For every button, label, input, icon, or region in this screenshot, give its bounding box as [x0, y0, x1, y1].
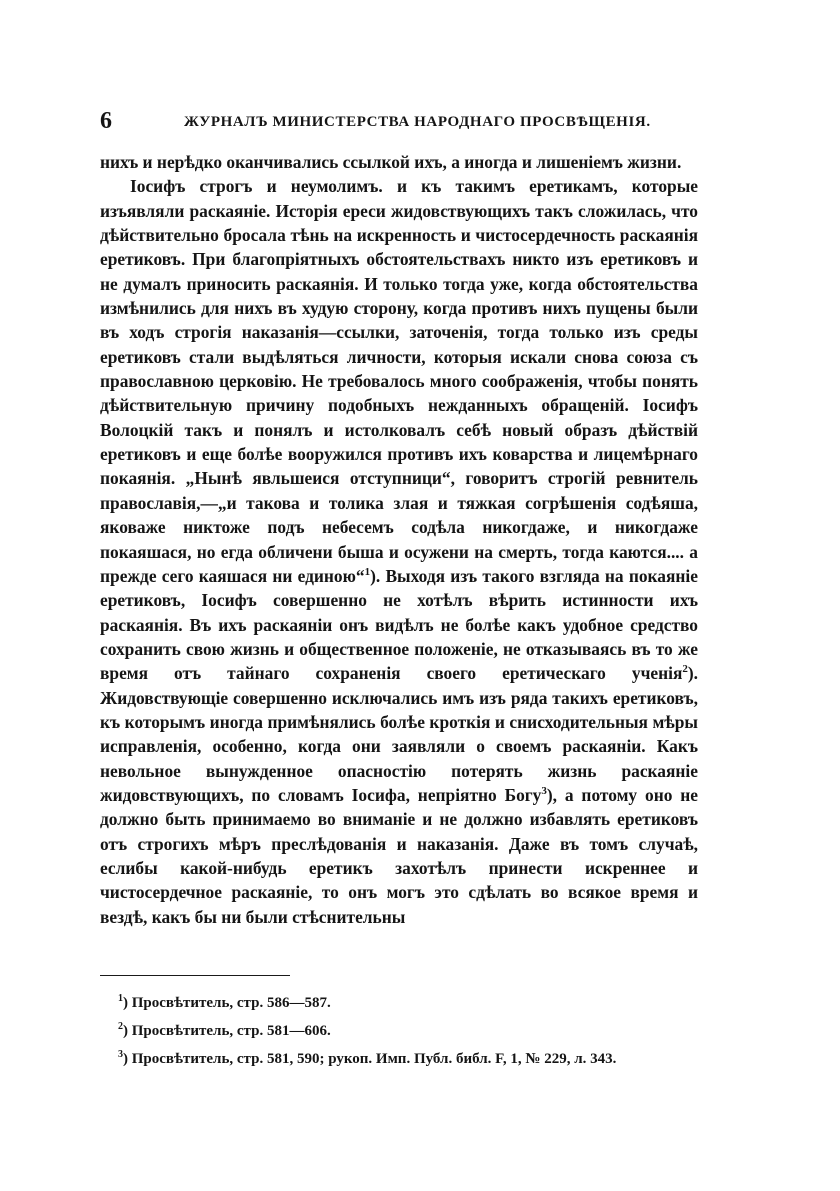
footnote-text: ) Просвѣтитель, стр. 581, 590; рукоп. Имп. Публ. библ. F, 1, № 229, л. 343.	[123, 1051, 617, 1067]
text-run: ), а потому оно не должно быть принимаемо во вниманіе и не должно избавлять еретиковъ отъ строгихъ мѣръ преслѣдованія и наказанія. Даже въ томъ случаѣ, еслибы какой-нибудь еретикъ захотѣлъ принести искреннее и чистосердечное раскаяніе, то онъ могъ это сдѣлать во всякое время и вездѣ, какъ бы ни были стѣснительны	[100, 784, 699, 927]
footnote-divider	[100, 975, 290, 976]
body-text	[100, 150, 698, 929]
footnote-mark: 1	[118, 993, 123, 1004]
footnote-mark: 3	[118, 1049, 123, 1060]
footnote-mark: 2	[118, 1021, 123, 1032]
footnote-3	[100, 1043, 698, 1071]
text-run: ). Жидовствующіе совершенно исключались имъ изъ ряда такихъ еретиковъ, къ которымъ иногда примѣнялись болѣе кроткія и снисходительныя мѣры исправленія, особенно, когда они заявляли о своемъ раскаяніи. Какъ невольное вынужденное опасностію потерять жизнь раскаяніе жидовствующихъ, по словамъ Іосифа, непріятно Богу	[100, 663, 698, 805]
footnotes	[100, 987, 698, 1071]
footnote-ref-2: 2	[682, 663, 688, 676]
paragraph-continuation: нихъ и нерѣдко оканчивались ссылкой ихъ, а иногда и лишеніемъ жизни.	[100, 152, 682, 172]
footnote-text: ) Просвѣтитель, стр. 581—606.	[123, 1023, 331, 1039]
footnote-ref-1: 1	[364, 566, 371, 579]
text-run: Іосифъ строгъ и неумолимъ. и къ такимъ еретикамъ, которые изъявляли раскаяніе. Исторія ереси жидовствующихъ такъ сложилась, что дѣйствительно бросала тѣнь на искренность и чистосердечность раскаянія еретиковъ. При благопріятныхъ обстоятельствахъ никто изъ еретиковъ и не думалъ приносить раскаянія. И только тогда уже, когда обстоятельства измѣнились для нихъ въ худую сторону, когда противъ нихъ пущены были въ ходъ строгія наказанія—ссылки, заточенія, тогда только изъ среды еретиковъ стали выдѣляться личности, которыя искали снова союза съ православною церковію. Не требовалось много соображенія, чтобы понять дѣйствительную причину подобныхъ нежданныхъ обращеній. Іосифъ Волоцкій такъ и понялъ и истолковалъ себѣ новый образъ дѣйствій еретиковъ и еще болѣе вооружился противъ ихъ коварства и лицемѣрнаго покаянія. „Нынѣ явльшеися отступници“, говоритъ строгій ревнитель православія,—„и такова и толика злая и тяжкая согрѣшенія содѣяша, яковаже никтоже подъ небесемъ содѣла никогдаже, и никогдаже покаяшася, но егда обличени быша и осужени на смерть, тогда каются.... а прежде сего каяшася ни единою“	[100, 176, 698, 586]
paragraph-iosif	[100, 174, 698, 929]
footnote-2	[100, 1015, 698, 1043]
page-header	[100, 108, 700, 138]
footnote-1	[100, 987, 698, 1015]
page-number: 6	[100, 108, 112, 134]
running-title: ЖУРНАЛЪ МИНИСТЕРСТВА НАРОДНАГО ПРОСВѢЩЕНІЯ.	[184, 114, 651, 130]
footnote-ref-3: 3	[541, 785, 547, 798]
text-run: ). Выходя изъ такого взгляда на покаяніе еретиковъ, Іосифъ совершенно не хотѣлъ вѣрить истинности ихъ раскаянія. Въ ихъ раскаяніи онъ видѣлъ не болѣе какъ удобное средство сохранить свою жизнь и общественное положеніе, не отказываясь въ то же время отъ тайнаго сохраненія своего еретическаго ученія	[100, 565, 698, 684]
footnote-text: ) Просвѣтитель, стр. 586—587.	[123, 995, 331, 1011]
